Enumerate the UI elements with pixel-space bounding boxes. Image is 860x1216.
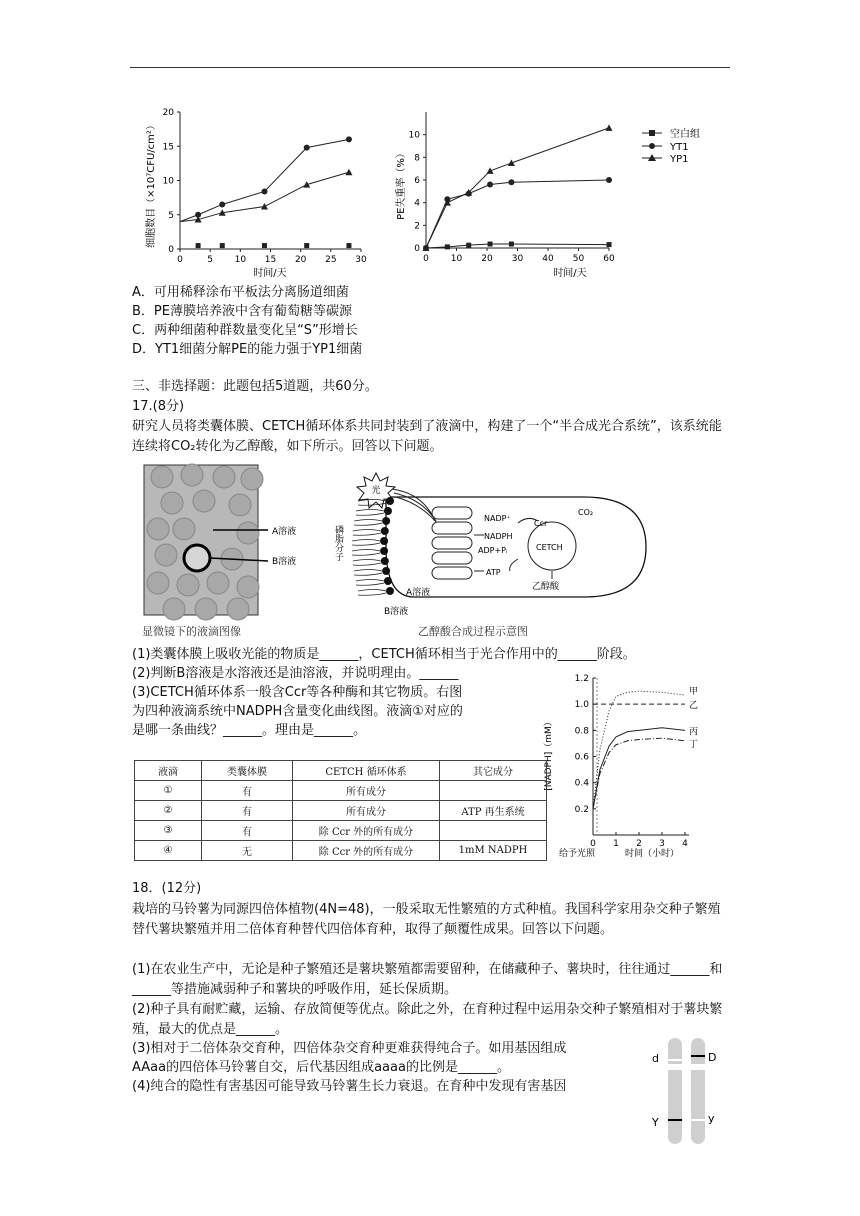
series-label: 乙: [689, 701, 699, 712]
droplet: [161, 492, 183, 514]
lipid-tail: [353, 530, 381, 536]
x-tick-label: 0: [177, 255, 183, 265]
table-cell: 除 Ccr 外的所有成分: [293, 841, 440, 861]
blank-point: [488, 242, 493, 247]
table-header-row: [135, 761, 547, 781]
table-cell: CETCH 循环体系: [293, 761, 440, 781]
droplet-b: [184, 545, 210, 571]
q18-sub4: (4)纯合的隐性有害基因可能导致马铃薯生长力衰退。在育种中发现有害基因: [132, 1079, 567, 1094]
blank-point: [466, 243, 471, 248]
allele-d: d: [652, 1052, 659, 1065]
droplet: [151, 466, 173, 488]
series-line: [180, 172, 349, 221]
lipid-head: [386, 587, 394, 595]
label-b-solution: B溶液: [272, 557, 297, 567]
section-heading: 三、非选择题：此题包括5道题，共60分。: [132, 379, 378, 394]
droplet: [241, 468, 263, 490]
droplet-table: [134, 760, 547, 861]
yt1-point: [606, 177, 612, 183]
legend-label: 空白组: [670, 129, 700, 140]
y-tick-label: 2: [414, 221, 420, 232]
glycolic-acid-label: 乙醇酸: [532, 582, 560, 592]
lipid-head: [384, 507, 392, 515]
q18-sub3-line1: (3)相对于二倍体杂交育种，四倍体杂交育种更难获得纯合子。如用基因组成: [132, 1041, 567, 1056]
table-cell: [440, 781, 547, 801]
q17-sub3-line2: 为四种液滴系统中NADPH含量变化曲线图。液滴①对应的: [132, 704, 463, 719]
table-row: [135, 821, 547, 841]
droplet: [181, 464, 203, 486]
x-tick-label: 5: [207, 255, 214, 265]
caption-schematic: 乙醇酸合成过程示意图: [418, 625, 528, 638]
cell-count-chart: [144, 108, 367, 279]
option-d: D．YT1细菌分解PE的能力强于YP1细菌: [132, 342, 363, 357]
synthesis-schematic: [333, 473, 646, 617]
y-tick-label: 0: [168, 245, 174, 255]
thylakoid-disc: [432, 537, 472, 549]
lipid-tail: [353, 560, 381, 566]
chromosome-left: [668, 1038, 682, 1144]
x-tick-label: 10: [234, 255, 247, 265]
q17-stem: 研究人员将类囊体膜、CETCH循环体系共同封装到了液滴中，构建了一个“半合成光合系统”，该系统能连续将CO₂转化为乙醇酸，如下所示。回答以下问题。: [132, 419, 722, 454]
x-tick-label: 25: [325, 255, 337, 265]
y-tick-label: 0.4: [574, 778, 589, 789]
y-tick-label: 15: [162, 142, 174, 153]
q18-sub3-line2: AAaa的四倍体马铃薯自交，后代基因组成aaaa的比例是______。: [132, 1060, 510, 1075]
lipid-head: [384, 577, 392, 585]
table-cell: 所有成分: [293, 781, 440, 801]
option-b: B．PE薄膜培养液中含有葡萄糖等碳源: [132, 304, 352, 319]
blank-point: [607, 242, 612, 247]
q16-legend: [642, 127, 700, 165]
cetch-label: CETCH: [536, 543, 563, 552]
yt1-point: [487, 182, 493, 188]
q17-figure: [140, 463, 720, 641]
blank-point: [304, 243, 309, 248]
droplet: [163, 598, 185, 620]
droplet: [177, 574, 199, 596]
table-cell: 其它成分: [440, 761, 547, 781]
blank-point: [509, 242, 514, 247]
y-tick-label: 0.2: [574, 804, 589, 815]
q18-sub1: (1)在农业生产中，无论是种子繁殖还是薯块繁殖都需要留种，在储藏种子、薯块时，往往通过______和______等措施减弱种子和薯块的呼吸作用，延长保质期。: [132, 962, 723, 997]
q18-sub2: (2)种子具有耐贮藏，运输、存放简便等优点。除此之外，在育种过程中运用杂交种子繁殖相对于薯块繁殖，最大的优点是______。: [132, 1002, 723, 1037]
nadph-ylabel: [NADPH]（mM）: [544, 717, 554, 791]
chromosome-right: [691, 1038, 705, 1144]
x-tick-label: 0: [590, 839, 596, 849]
table-cell: 所有成分: [293, 801, 440, 821]
caption-microscope: 显微镜下的液滴图像: [142, 625, 241, 638]
left-xlabel: 时间/天: [253, 268, 287, 279]
lipid-tail: [356, 580, 384, 586]
series-line: [426, 244, 609, 248]
x-tick-label: 20: [481, 254, 493, 264]
x-tick-label: 1: [613, 839, 619, 849]
x-tick-label: 0: [423, 254, 429, 264]
right-xlabel: 时间/天: [553, 268, 587, 279]
lipid-head: [382, 567, 390, 575]
yt1-point: [508, 179, 514, 185]
option-c: C．两种细菌种群数量变化呈“S”形增长: [132, 323, 358, 338]
y-tick-label: 0: [414, 244, 420, 254]
lipid-head: [386, 497, 394, 505]
lipid-tail: [358, 590, 386, 596]
phospholipid-label: 磷脂分子: [333, 525, 343, 561]
q17-sub2: (2)判断B溶液是水溶液还是油溶液，并说明理由。______: [132, 666, 459, 681]
thylakoid-disc: [432, 552, 472, 564]
blank-point: [346, 243, 351, 248]
table-cell: 液滴: [135, 761, 202, 781]
legend-label: YP1: [670, 154, 689, 165]
series-label: 甲: [689, 687, 699, 698]
yt1-point: [346, 136, 352, 142]
y-tick-label: 10: [162, 176, 174, 187]
lipid-tail: [354, 520, 382, 526]
droplet: [237, 522, 259, 544]
table-cell: 有: [202, 821, 293, 841]
table-cell: 类囊体膜: [202, 761, 293, 781]
lipid-head: [381, 557, 389, 565]
table-cell: ④: [135, 841, 202, 861]
y-tick-label: 5: [168, 210, 174, 221]
allele-y: y: [708, 1112, 715, 1125]
y-tick-label: 1.2: [574, 674, 589, 684]
yp1-point: [261, 203, 268, 210]
microscope-image: [144, 464, 296, 620]
x-tick-label: 20: [294, 255, 307, 265]
header-rule: [130, 67, 730, 68]
allele-Y: Y: [652, 1116, 659, 1129]
left-ylabel: 细胞数目（×10⁷CFU/cm²）: [146, 120, 157, 248]
lipid-tail: [354, 570, 382, 576]
table-cell: 有: [202, 801, 293, 821]
droplet: [147, 518, 169, 540]
x-tick-label: 50: [572, 254, 585, 264]
x-tick-label: 30: [355, 255, 367, 265]
option-a: A．可用稀释涂布平板法分离肠道细菌: [132, 285, 349, 300]
nadph-series-line: [593, 738, 685, 809]
x-tick-label: 30: [511, 254, 524, 264]
lipid-tail: [352, 540, 380, 546]
nadph-label: NADPH: [484, 532, 513, 541]
series-line: [426, 180, 609, 248]
right-ylabel: PE失重率（%）: [396, 148, 407, 220]
thylakoid-disc: [432, 567, 472, 579]
table-row: [135, 841, 547, 861]
nadph-annotation: 给予光照: [559, 849, 596, 859]
droplet: [207, 572, 229, 594]
droplet: [195, 598, 217, 620]
droplet: [147, 572, 169, 594]
y-tick-label: 0.8: [574, 726, 589, 737]
yp1-point: [508, 160, 515, 167]
yp1-point: [606, 124, 613, 131]
legend-label: YT1: [670, 142, 689, 153]
blank-point: [445, 244, 450, 249]
y-tick-label: 4: [414, 198, 420, 209]
yt1-point: [219, 201, 225, 207]
table-cell: 有: [202, 781, 293, 801]
label-a-solution: A溶液: [272, 527, 297, 537]
y-tick-label: 10: [408, 130, 420, 141]
lipid-head: [382, 517, 390, 525]
x-tick-label: 3: [659, 839, 665, 849]
droplet: [237, 576, 259, 598]
ccr-label: Ccr: [534, 519, 548, 528]
thylakoid-disc: [432, 507, 472, 519]
light-label: 光: [371, 486, 381, 496]
x-tick-label: 15: [264, 255, 277, 265]
x-tick-label: 2: [636, 839, 642, 849]
yt1-point: [304, 145, 310, 151]
blank-point: [196, 243, 201, 248]
q16-figure: [140, 100, 700, 282]
table-row: [135, 781, 547, 801]
table-cell: [440, 821, 547, 841]
lipid-tail: [352, 550, 380, 556]
nadp-label: NADP⁺: [484, 514, 511, 523]
x-tick-label: 4: [682, 839, 688, 849]
co2-label: CO₂: [578, 508, 594, 517]
q18-heading: 18．(12分): [132, 881, 202, 896]
y-tick-label: 6: [414, 176, 420, 186]
lipid-head: [380, 537, 388, 545]
y-tick-label: 8: [414, 153, 420, 164]
q17-heading: 17.(8分): [132, 399, 185, 414]
x-tick-label: 60: [603, 254, 615, 264]
table-row: [135, 801, 547, 821]
chromosome-figure: [648, 1034, 724, 1148]
series-label: 丙: [689, 727, 699, 738]
table-cell: ①: [135, 781, 202, 801]
allele-D: D: [708, 1051, 717, 1064]
lipid-head: [381, 527, 389, 535]
adp-label: ADP+Pᵢ: [478, 546, 508, 555]
table-cell: 1mM NADPH: [440, 841, 547, 861]
series-line: [426, 128, 609, 248]
series-label: 丁: [689, 739, 699, 750]
q17-sub3-line1: (3)CETCH循环体系一般含Ccr等各种酶和其它物质。右图: [132, 685, 463, 700]
lipid-tail: [356, 510, 384, 516]
q17-sub1: (1)类囊体膜上吸收光能的物质是______，CETCH循环相当于光合作用中的______阶段。: [132, 647, 636, 662]
droplet: [213, 466, 235, 488]
blank-point: [220, 243, 225, 248]
nadph-chart: [535, 668, 720, 860]
yp1-point: [487, 167, 494, 174]
table-cell: 无: [202, 841, 293, 861]
nadph-series-line: [593, 691, 685, 809]
table-cell: ATP 再生系统: [440, 801, 547, 821]
atp-label: ATP: [486, 568, 501, 577]
droplet: [227, 598, 249, 620]
x-tick-label: 10: [450, 254, 463, 264]
q17-sub3-line3: 是哪一条曲线？______。理由是______。: [132, 723, 367, 738]
droplet: [173, 518, 195, 540]
droplet: [193, 490, 215, 512]
table-cell: ②: [135, 801, 202, 821]
blank-point: [262, 243, 267, 248]
q18-stem: 栽培的马铃薯为同源四倍体植物(4N=48)，一般采取无性繁殖的方式种植。我国科学家用杂交种子繁殖替代薯块繁殖并用二倍体育种替代四倍体育种，取得了颠覆性成果。回答以下问题。: [132, 902, 721, 937]
y-tick-label: 1.0: [574, 700, 589, 711]
pe-loss-chart: [394, 112, 615, 279]
solution-a-label: A溶液: [406, 588, 431, 598]
yt1-point: [261, 188, 267, 194]
thylakoid-disc: [432, 522, 472, 534]
droplet: [155, 544, 177, 566]
lipid-head: [380, 547, 388, 555]
x-tick-label: 40: [542, 254, 554, 264]
legend-circle-marker: [649, 143, 655, 149]
droplet: [229, 494, 251, 516]
y-tick-label: 0.6: [574, 752, 589, 763]
solution-b-label: B溶液: [384, 607, 409, 617]
y-tick-label: 20: [162, 108, 174, 118]
table-cell: 除 Ccr 外的所有成分: [293, 821, 440, 841]
legend-square-marker: [649, 130, 655, 136]
table-cell: ③: [135, 821, 202, 841]
yp1-point: [345, 169, 352, 176]
nadph-xlabel: 时间（小时）: [625, 849, 680, 859]
